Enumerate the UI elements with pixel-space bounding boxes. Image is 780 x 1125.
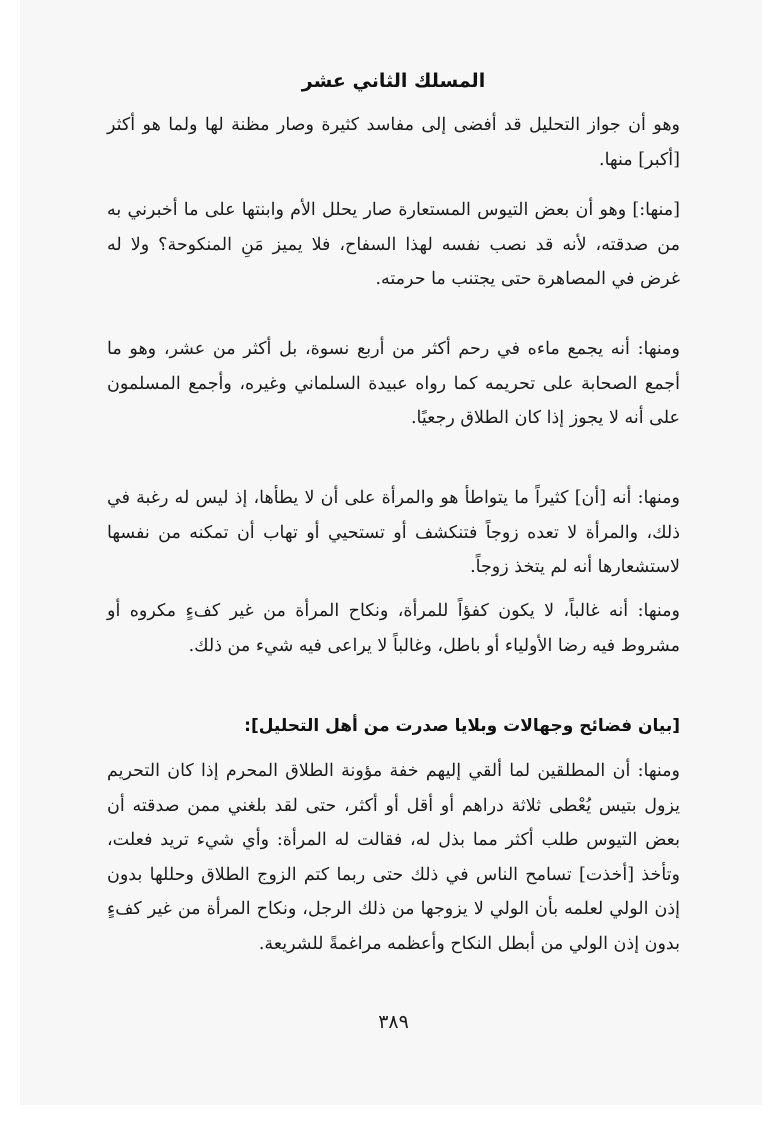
section-subheading: [بيان فضائح وجهالات وبلايا صدرت من أهل التحليل]: xyxy=(244,716,680,736)
paragraph-3 xyxy=(107,332,680,436)
page-number: ٣٨٩ xyxy=(378,1011,409,1033)
paragraph-5 xyxy=(107,594,680,663)
paragraph-text: ومنها: أن المطلقين لما ألقي إليهم خفة مؤونة الطلاق المحرم إذا كان التحريم يزول بتيس يُعْطى ثلاثة دراهم أو أقل أو أكثر، حتى لقد بلغني ممن صدقته أن بعض التيوس طلب أكثر مما بذل له، فقالت له المرأة: وأي شيء تريد فعلت، وتأخذ [أخذت] تسامح الناس في ذلك حتى ربما كتم الزوج الطلاق وحللها بدون إذن الولي لعلمه بأن الولي لا يزوجها من ذلك الرجل، ونكاح المرأة من غير كفءٍ بدون إذن الولي من أبطل النكاح وأعظمه مراغمةً للشريعة. xyxy=(107,761,680,954)
paragraph-1 xyxy=(107,108,680,177)
chapter-heading: المسلك الثاني عشر xyxy=(301,70,486,92)
paragraph-text: ومنها: أنه [أن] كثيراً ما يتواطأ هو والمرأة على أن لا يطأها، إذ ليس له رغبة في ذلك، والمرأة لا تعده زوجاً فتنكشف أو تستحيي أو تهاب أن تمكنه من نفسها لاستشعارها أنه لم يتخذ زوجاً. xyxy=(107,488,680,577)
paragraph-text: ومنها: أنه يجمع ماءه في رحم أكثر من أربع نسوة، بل أكثر من عشر، وهو ما أجمع الصحابة على تحريمه كما رواه عبيدة السلماني وغيره، وأجمع المسلمون على أنه لا يجوز إذا كان الطلاق رجعيًا. xyxy=(107,339,680,428)
paragraph-text: ومنها: أنه غالباً، لا يكون كفؤاً للمرأة، ونكاح المرأة من غير كفءٍ مكروه أو مشروط فيه رضا الأولياء أو باطل، وغالباً لا يراعى فيه شيء من ذلك. xyxy=(107,601,680,656)
paragraph-4 xyxy=(107,481,680,585)
paragraph-2 xyxy=(107,193,680,297)
paragraph-text: وهو أن جواز التحليل قد أفضى إلى مفاسد كثيرة وصار مظنة لها ولما هو أكثر [أكبر] منها. xyxy=(107,115,680,170)
paragraph-text: [منها:] وهو أن بعض التيوس المستعارة صار يحلل الأم وابنتها على ما أخبرني به من صدقته، لأنه قد نصب نفسه لهذا السفاح، فلا يميز مَنِ المنكوحة؟ ولا له غرض في المصاهرة حتى يجتنب ما حرمته. xyxy=(107,200,680,289)
paragraph-6 xyxy=(107,754,680,961)
